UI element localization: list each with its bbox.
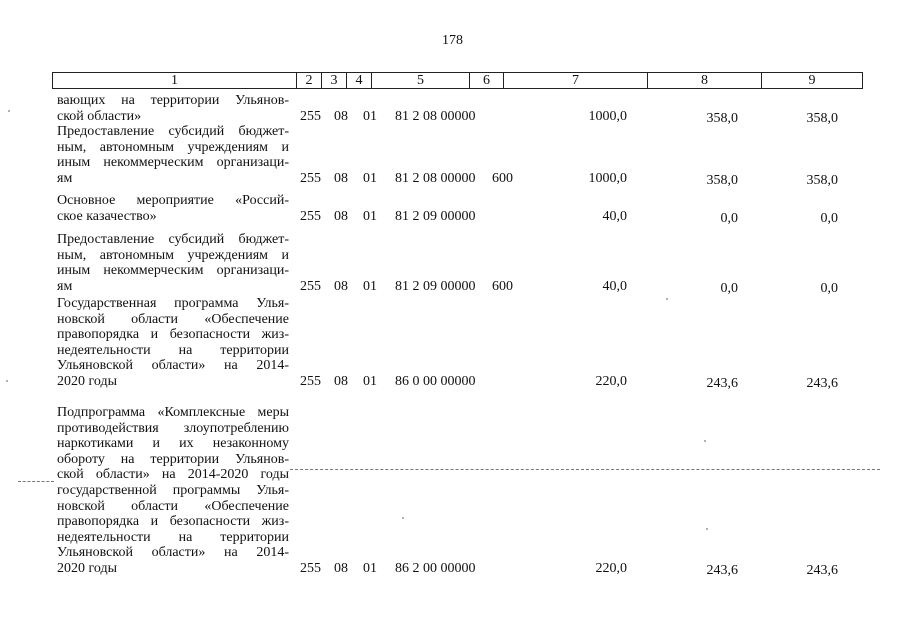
cell-col-7: 1000,0 [588, 170, 627, 186]
header-col-3: 3 [322, 73, 347, 88]
description-line: государственной программы Улья- [57, 482, 289, 498]
description-line: 2020 годы [57, 560, 118, 576]
cell-col-8: 243,6 [706, 563, 738, 578]
cell-col-9: 358,0 [806, 111, 838, 126]
header-col-2: 2 [297, 73, 322, 88]
cell-col-5: 81 2 08 00000 [395, 170, 476, 186]
cell-col-5: 81 2 09 00000 [395, 209, 476, 224]
cell-col-4: 01 [363, 561, 377, 576]
cell-col-8: 358,0 [706, 111, 738, 126]
description-line: ям [57, 278, 73, 294]
cell-col-4: 01 [363, 278, 377, 294]
description-line: ское казачество» [57, 208, 157, 224]
cell-col-3: 08 [334, 170, 348, 186]
header-col-1: 1 [53, 73, 297, 88]
scan-speck [706, 528, 708, 530]
description-line: наркотиками и их незаконному [57, 436, 289, 452]
cell-col-5: 86 2 00 00000 [395, 561, 476, 576]
scan-speck [6, 380, 8, 382]
cell-col-2: 255 [300, 209, 321, 224]
description-line: обороту на территории Ульянов- [57, 451, 289, 467]
description-line: Подпрограмма «Комплексные меры [57, 405, 289, 420]
row-description [57, 193, 289, 224]
cell-col-8: 0,0 [720, 280, 738, 296]
description-line: правопорядка и безопасности жиз- [57, 327, 289, 343]
description-line: ным, автономным учреждениям и [57, 139, 289, 155]
cell-col-9: 243,6 [806, 376, 838, 391]
cell-col-7: 40,0 [602, 209, 627, 224]
description-line: ской области» [57, 108, 142, 124]
cell-col-9: 0,0 [820, 211, 838, 226]
cell-col-5: 86 0 00 00000 [395, 374, 476, 389]
row-description [57, 232, 289, 294]
row-description [57, 124, 289, 186]
cell-col-3: 08 [334, 109, 348, 124]
cell-col-8: 0,0 [720, 211, 738, 226]
cell-col-2: 255 [300, 374, 321, 389]
header-col-7: 7 [504, 73, 648, 88]
cell-col-7: 220,0 [595, 561, 627, 576]
scan-speck [704, 440, 706, 442]
cell-col-6: 600 [492, 278, 513, 294]
cell-col-2: 255 [300, 170, 321, 186]
description-line: новской области «Обеспечение [57, 311, 289, 327]
cell-col-4: 01 [363, 170, 377, 186]
scan-dashed-line-left [18, 481, 54, 482]
description-line: правопорядка и безопасности жиз- [57, 514, 289, 530]
header-col-8: 8 [648, 73, 762, 88]
cell-col-5: 81 2 09 00000 [395, 278, 476, 294]
row-description [57, 405, 289, 577]
cell-col-8: 358,0 [706, 172, 738, 188]
header-col-6: 6 [470, 73, 504, 88]
cell-col-3: 08 [334, 278, 348, 294]
cell-col-2: 255 [300, 109, 321, 124]
cell-col-2: 255 [300, 278, 321, 294]
description-line: 2020 годы [57, 373, 118, 389]
table-header-row [52, 72, 863, 89]
description-line: новской области «Обеспечение [57, 498, 289, 514]
scan-speck [666, 298, 668, 300]
description-line: недеятельности на территории [57, 342, 289, 358]
scan-speck [8, 110, 10, 112]
cell-col-8: 243,6 [706, 376, 738, 391]
description-line: иным некоммерческим организаци- [57, 263, 289, 279]
header-col-4: 4 [347, 73, 372, 88]
cell-col-4: 01 [363, 109, 377, 124]
cell-col-3: 08 [334, 374, 348, 389]
description-line: вающих на территории Ульянов- [57, 93, 289, 108]
cell-col-9: 0,0 [820, 280, 838, 296]
cell-col-4: 01 [363, 209, 377, 224]
description-line: ям [57, 170, 73, 186]
header-col-5: 5 [372, 73, 470, 88]
scan-dashed-line [290, 469, 880, 470]
description-line: противодействия злоупотреблению [57, 420, 289, 436]
cell-col-2: 255 [300, 561, 321, 576]
description-line: Предоставление субсидий бюджет- [57, 124, 289, 139]
cell-col-9: 243,6 [806, 563, 838, 578]
description-line: ской области» на 2014-2020 годы [57, 467, 289, 483]
cell-col-5: 81 2 08 00000 [395, 109, 476, 124]
description-line: Предоставление субсидий бюджет- [57, 232, 289, 247]
cell-col-9: 358,0 [806, 172, 838, 188]
description-line: Ульяновской области» на 2014- [57, 358, 289, 374]
cell-col-7: 220,0 [595, 374, 627, 389]
description-line: Государственная программа Улья- [57, 296, 289, 311]
cell-col-3: 08 [334, 561, 348, 576]
description-line: недеятельности на территории [57, 529, 289, 545]
row-description [57, 93, 289, 124]
cell-col-7: 40,0 [602, 278, 627, 294]
cell-col-4: 01 [363, 374, 377, 389]
cell-col-7: 1000,0 [588, 109, 627, 124]
description-line: ным, автономным учреждениям и [57, 247, 289, 263]
cell-col-3: 08 [334, 209, 348, 224]
scan-speck [402, 517, 404, 519]
row-description [57, 296, 289, 390]
header-col-9: 9 [808, 73, 816, 88]
cell-col-6: 600 [492, 170, 513, 186]
description-line: Основное мероприятие «Россий- [57, 193, 289, 208]
page-number: 178 [442, 33, 463, 48]
description-line: иным некоммерческим организаци- [57, 155, 289, 171]
description-line: Ульяновской области» на 2014- [57, 545, 289, 561]
